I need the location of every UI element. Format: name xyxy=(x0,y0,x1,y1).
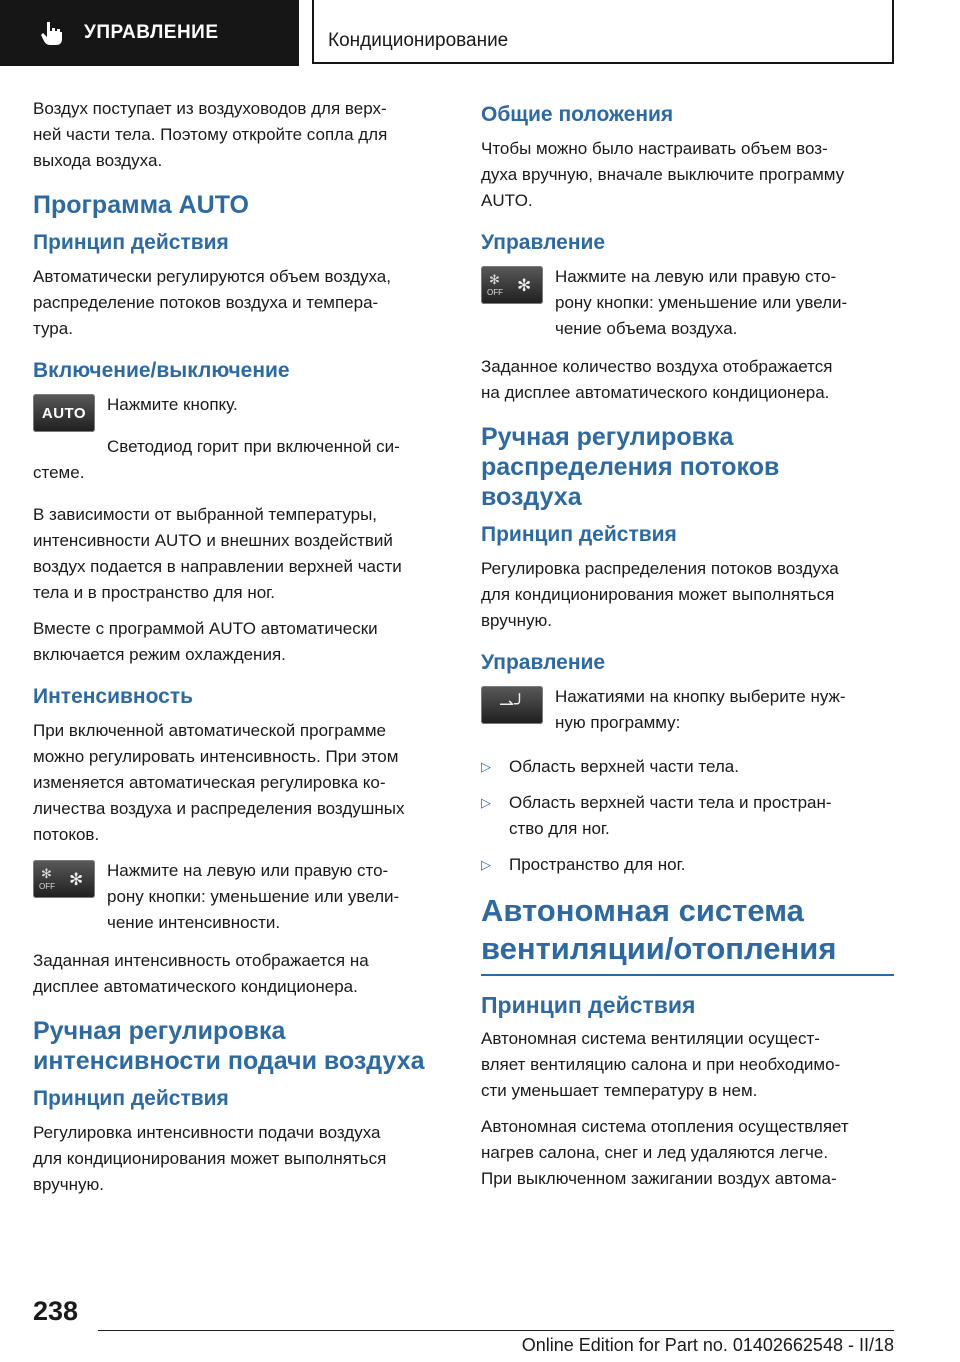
principle-heading: Принцип действия xyxy=(33,231,229,254)
fan-button-image xyxy=(33,860,95,898)
manual-intensity-heading: Ручная регулировка интенсивности подачи воздуха xyxy=(33,1017,425,1075)
aux-text-2: Автономная система отопления осуществляет нагрев салона, снег и лед удаляются легче. При выключенном зажигании воздух автома- xyxy=(481,1117,849,1188)
off-label-icon: OFF xyxy=(487,288,503,297)
principle-text: Автоматически регулируются объем воздуха, распределение потоков воздуха и темпера- тура. xyxy=(33,267,391,338)
intro-text: Воздух поступает из воздуховодов для верх- ней части тела. Поэтому откройте сопла для выхода воздуха. xyxy=(33,99,388,170)
list-item-text: Область верхней части тела и простран- ство для ног. xyxy=(509,793,832,838)
onoff-text-1: Нажмите кнопку. xyxy=(107,395,238,414)
list-item-text: Пространство для ног. xyxy=(509,855,686,874)
control-display-text: Заданное количество воздуха отображается на дисплее автоматического кондиционера. xyxy=(481,357,833,402)
auto-button-label: AUTO xyxy=(41,404,87,422)
auto-program-heading: Программа AUTO xyxy=(33,191,249,219)
page-header xyxy=(0,0,960,66)
section-label: УПРАВЛЕНИЕ xyxy=(84,22,219,43)
triangle-bullet-icon: ▷ xyxy=(481,857,491,872)
control-heading: Управление xyxy=(481,231,606,254)
triangle-bullet-icon: ▷ xyxy=(481,795,491,810)
list-item xyxy=(481,754,896,780)
depend-text: В зависимости от выбранной температуры, интенсивности AUTO и внешних воздействий воздух подается в направлении верхней части тела и в пространство для ног. xyxy=(33,505,402,602)
page-number: 238 xyxy=(33,1296,79,1326)
onoff-text-2: Светодиод горит при включенной си- стеме. xyxy=(33,437,400,482)
page-footer xyxy=(0,1296,960,1362)
aux-text-1: Автономная система вентиляции осущест- вляет вентиляцию салона и при необходимо- сти уменьшает температуру в нем. xyxy=(481,1029,841,1100)
section-tab xyxy=(0,0,299,66)
list-item xyxy=(481,790,896,842)
general-text: Чтобы можно было настраивать объем воз- духа вручную, вначале выключите программу AUTO. xyxy=(481,139,845,210)
seat-airflow-icon: ⇀╯ xyxy=(499,694,525,714)
distribution-principle-text: Регулировка распределения потоков воздуха для кондиционирования может выполняться вручную. xyxy=(481,559,839,630)
distribution-heading: Ручная регулировка распределения потоков воздуха xyxy=(481,423,780,511)
left-column xyxy=(33,96,448,1208)
fan-button-image-2 xyxy=(481,266,543,304)
fan-small-icon: ✻ xyxy=(489,272,500,287)
control-button-text: Нажмите на левую или правую сто- рону кнопки: уменьшение или увели- чение объема воздуха. xyxy=(555,267,848,338)
fan-large-icon: ✻ xyxy=(517,276,532,295)
fan-large-icon: ✻ xyxy=(69,870,84,889)
hand-pointer-icon xyxy=(38,19,66,47)
intensity-button-row xyxy=(33,858,448,936)
triangle-bullet-icon: ▷ xyxy=(481,759,491,774)
list-item-text: Область верхней части тела. xyxy=(509,757,739,776)
general-heading: Общие положения xyxy=(481,103,674,126)
right-column xyxy=(481,96,896,1202)
off-label-icon: OFF xyxy=(39,882,55,891)
control-button-row xyxy=(481,264,896,342)
distribution-principle-heading: Принцип действия xyxy=(481,523,677,546)
cooling-text: Вместе с программой AUTO автоматически включается режим охлаждения. xyxy=(33,619,378,664)
chapter-label: Кондиционирование xyxy=(328,30,509,51)
aux-principle-heading: Принцип действия xyxy=(481,992,696,1018)
manual-principle-text: Регулировка интенсивности подачи воздуха для кондиционирования может выполняться вручную. xyxy=(33,1123,387,1194)
intensity-heading: Интенсивность xyxy=(33,685,194,708)
manual-principle-heading: Принцип действия xyxy=(33,1087,229,1110)
distribution-control-heading: Управление xyxy=(481,651,606,674)
onoff-heading: Включение/выключение xyxy=(33,359,290,382)
intensity-display-text: Заданная интенсивность отображается на дисплее автоматического кондиционера. xyxy=(33,951,369,996)
edition-text: Online Edition for Part no. 01402662548 - II/18 xyxy=(521,1335,894,1355)
auto-button-image xyxy=(33,394,95,432)
distribution-button-row xyxy=(481,684,896,736)
auto-button-row xyxy=(33,392,448,432)
distribution-button-text: Нажатиями на кнопку выберите нуж- ную программу: xyxy=(555,687,846,732)
aux-system-heading: Автономная система вентиляции/отопления xyxy=(481,892,894,976)
intensity-text: При включенной автоматической программе можно регулировать интенсивность. При этом изменяется автоматическая регулировка ко- личества воздуха и распределения воздушных потоков. xyxy=(33,721,405,844)
seat-button-image xyxy=(481,686,543,724)
chapter-tab xyxy=(312,0,894,64)
list-item xyxy=(481,852,896,878)
intensity-button-text: Нажмите на левую или правую сто- рону кнопки: уменьшение или увели- чение интенсивности. xyxy=(107,861,400,932)
fan-small-icon: ✻ xyxy=(41,866,52,881)
footer-divider xyxy=(98,1330,894,1331)
